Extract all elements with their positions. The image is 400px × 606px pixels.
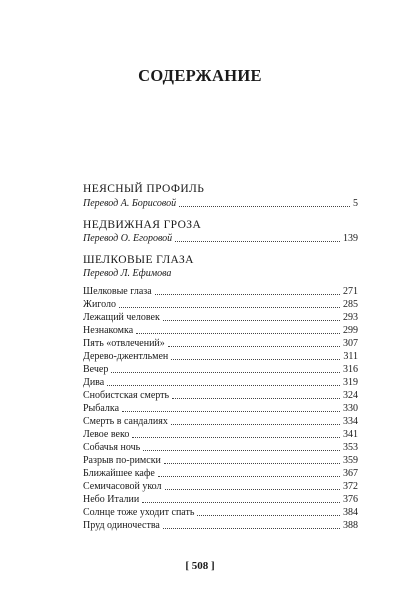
dot-leader [107,384,340,386]
toc-entry [83,337,358,350]
page-number: 5 [353,198,358,209]
toc-entry [83,311,358,324]
dot-leader [111,371,340,373]
page-number: 334 [343,416,358,427]
toc-entry [83,298,358,311]
dot-leader [155,293,340,295]
page-number: 311 [343,351,358,362]
dot-leader [132,436,340,438]
entry-title: Разрыв по-римски [83,455,161,466]
page-number: 319 [343,377,358,388]
dot-leader [163,527,340,529]
page-number: 271 [343,286,358,297]
dot-leader [158,475,340,477]
dot-leader [122,410,340,412]
dot-leader [136,332,340,334]
page-number: 367 [343,468,358,479]
page-title: СОДЕРЖАНИЕ [138,66,262,85]
page-number: 359 [343,455,358,466]
toc-entry [83,454,358,467]
dot-leader [171,358,340,360]
dot-leader [164,462,340,464]
toc-entry [83,376,358,389]
translator-credit: Перевод А. Борисовой [83,198,177,209]
toc-entry [83,350,358,363]
toc-entry [83,415,358,428]
entry-title: Семичасовой укол [83,481,162,492]
entry-title: Шелковые глаза [83,286,152,297]
entry-title: Снобистская смерть [83,390,170,401]
toc-entry [83,285,358,298]
page-number: 372 [343,481,358,492]
dot-leader [165,488,340,490]
page-number: 330 [343,403,358,414]
entry-title: Пять «отвлечений» [83,338,165,349]
section-title: НЕЯСНЫЙ ПРОФИЛЬ [83,183,205,195]
dot-leader [197,514,340,516]
entry-title: Смерть в сандалиях [83,416,168,427]
page-number: 384 [343,507,358,518]
toc-entry [83,467,358,480]
section-title: ШЕЛКОВЫЕ ГЛАЗА [83,254,194,266]
entry-title: Вечер [83,364,109,375]
dot-leader [179,205,350,207]
toc-entry-list [83,285,358,532]
dot-leader [119,306,340,308]
entry-title: Левое веко [83,429,130,440]
toc-entry [83,428,358,441]
page-number: 388 [343,520,358,531]
dot-leader [172,397,340,399]
entry-title: Собачья ночь [83,442,141,453]
toc-entry [83,506,358,519]
section-title: НЕДВИЖНАЯ ГРОЗА [83,219,202,231]
page-number: 285 [343,299,358,310]
toc-entry [83,324,358,337]
toc-section [83,253,358,532]
dot-leader [143,449,340,451]
translator-credit: Перевод Л. Ефимова [83,268,172,279]
page-number: 299 [343,325,358,336]
table-of-contents [83,182,358,532]
dot-leader [142,501,340,503]
page-number: 293 [343,312,358,323]
page-number: 139 [343,233,358,244]
page-number: 316 [343,364,358,375]
entry-title: Рыбалка [83,403,120,414]
page-number: 353 [343,442,358,453]
toc-entry [83,519,358,532]
toc-entry [83,232,358,245]
entry-title: Лежащий человек [83,312,160,323]
toc-entry [83,480,358,493]
entry-title: Солнце тоже уходит спать [83,507,195,518]
translator-credit: Перевод О. Егоровой [83,233,173,244]
dot-leader [163,319,340,321]
toc-section [83,182,358,210]
entry-title: Небо Италии [83,494,140,505]
page-number: 324 [343,390,358,401]
entry-title: Ближайшее кафе [83,468,155,479]
dot-leader [175,240,340,242]
toc-entry [83,402,358,415]
page-number: 376 [343,494,358,505]
entry-title: Жиголо [83,299,117,310]
entry-title: Незнакомка [83,325,134,336]
entry-title: Пруд одиночества [83,520,160,531]
dot-leader [171,423,340,425]
toc-entry [83,363,358,376]
page-number: 341 [343,429,358,440]
toc-entry [83,493,358,506]
page-folio: [ 508 ] [185,560,215,572]
page-number: 307 [343,338,358,349]
entry-title: Дерево-джентльмен [83,351,169,362]
toc-entry [83,441,358,454]
toc-entry [83,389,358,402]
toc-entry [83,197,358,210]
dot-leader [168,345,340,347]
toc-section [83,218,358,245]
entry-title: Дива [83,377,105,388]
